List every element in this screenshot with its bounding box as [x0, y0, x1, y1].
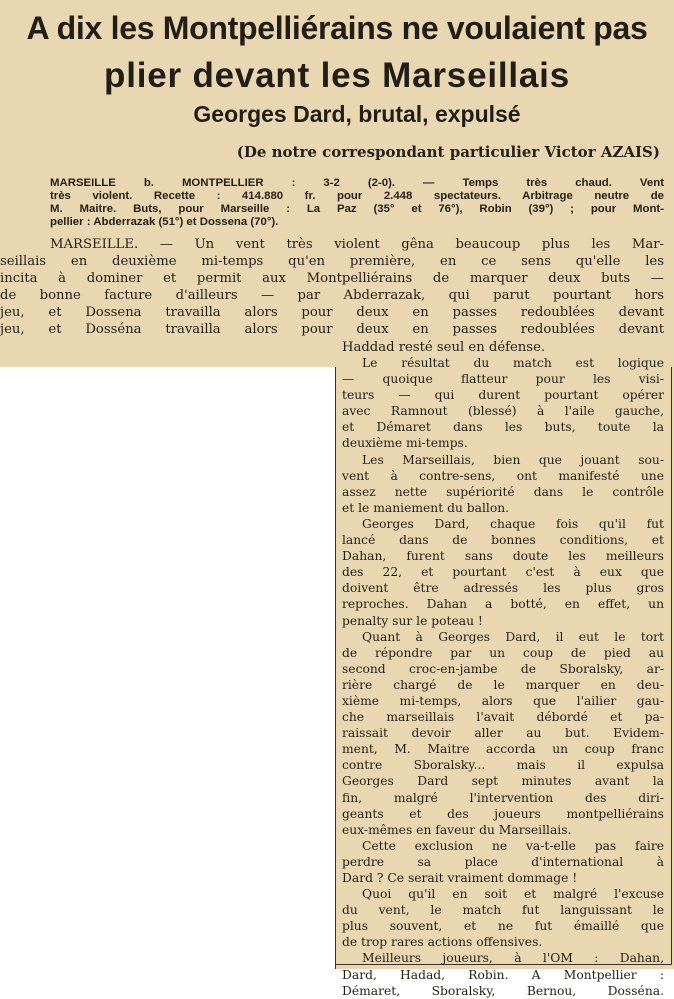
- lead-line: incita à dominer et permit aux Montpelliérains de marquer deux buts —: [0, 271, 664, 287]
- headline-line-2: plier devant les Marseillais: [104, 56, 570, 95]
- column-line: et Démaret dans les buts, toute la: [342, 420, 664, 435]
- column-line: fin, malgré l'intervention des diri-: [342, 790, 664, 805]
- column-line: avec Ramnout (blessé) à l'aile gauche,: [342, 404, 664, 419]
- column-line: Georges Dard, chaque fois qu'il fut: [362, 516, 664, 531]
- column-line: deuxième mi-temps.: [342, 436, 468, 451]
- column-line: raissait devoir aller au but. Evidem-: [342, 726, 664, 741]
- column-line: geants et des joueurs montpelliérains: [342, 806, 664, 821]
- summary-line: M. Maitre. Buts, pour Marseille : La Paz (35° et 76°), Robin (39°) ; pour Mont-: [50, 203, 664, 216]
- summary-line: pellier : Abderrazak (51°) et Dossena (70°).: [50, 216, 279, 229]
- column-line: eux-mêmes en faveur du Marseillais.: [342, 822, 572, 837]
- lead-line: seillais en deuxième mi-temps qu'en première, en ce sens qu'elle les: [0, 254, 664, 270]
- lead-line: jeu, et Dossena travailla alors pour deux en passes redoublées devant: [0, 305, 664, 321]
- column-line: che marseillais l'avait débordé et pa-: [342, 710, 664, 725]
- summary-line: MARSEILLE b. MONTPELLIER : 3-2 (2-0). — Temps très chaud. Vent: [50, 177, 664, 189]
- column-line: assez nette supériorité dans le contrôle: [342, 484, 664, 499]
- column-line: rière chargé de le marquer en deu-: [342, 677, 664, 692]
- column-line: de trop rares actions offensives.: [342, 935, 543, 950]
- column-line: et le maniement du ballon.: [342, 500, 510, 515]
- column-line: Dahan, furent sans doute les meilleurs: [342, 549, 664, 564]
- column-line: doivent être adressés les plus gros: [342, 581, 664, 596]
- column-line: — quoique flatteur pour les visi-: [342, 372, 664, 387]
- column-line: de répondre par un coup de pied au: [342, 645, 664, 660]
- column-line: Dard ? Ce serait vraiment dommage !: [342, 871, 578, 885]
- summary-line: très violent. Recette : 414.880 fr. pour 2.448 spectateurs. Arbitrage neutre de: [50, 190, 664, 203]
- column-line: perdre sa place d'international à: [342, 854, 664, 869]
- column-rule-right: [671, 367, 672, 965]
- article-column: [342, 355, 664, 999]
- column-line: du vent, le match fut languissant le: [342, 903, 664, 918]
- column-line: Georges Dard sept minutes avant la: [342, 774, 664, 789]
- column-line: Démaret, Sboralsky, Bernou, Dosséna.: [342, 983, 664, 998]
- column-line: contre Sboralsky... mais il expulsa: [342, 758, 664, 773]
- lead-line: jeu, et Dosséna travailla alors pour deux en passes redoublées devant: [0, 322, 664, 338]
- column-line: lancé dans de bonnes conditions, et: [342, 533, 664, 548]
- column-line: xième mi-temps, alors que l'ailier gau-: [342, 693, 664, 708]
- column-line: reproches. Dahan a botté, en effet, un: [342, 597, 664, 612]
- lead-line: de bonne facture d'ailleurs — par Abderrazak, qui parut pourtant hors: [0, 288, 664, 304]
- headline-line-1: A dix les Montpelliérains ne voulaient pas: [26, 10, 648, 46]
- column-line: Quoi qu'il en soit et malgré l'excuse: [362, 887, 664, 902]
- match-summary: [50, 177, 664, 229]
- column-line: Les Marseillais, bien que jouant sou-: [362, 452, 664, 467]
- column-line: vent à contre-sens, ont manifesté une: [342, 468, 664, 483]
- column-line: Cette exclusion ne va-t-elle pas faire: [362, 838, 664, 853]
- column-line: penalty sur le poteau !: [342, 613, 483, 628]
- byline: (De notre correspondant particulier Victor AZAIS): [236, 143, 660, 161]
- column-line: Le résultat du match est logique: [362, 356, 664, 370]
- column-line: second croc-en-jambe de Sboralsky, ar-: [342, 661, 664, 676]
- column-rule-left: [335, 367, 336, 969]
- subheadline: Georges Dard, brutal, expulsé: [193, 101, 521, 127]
- lead-line: Haddad resté seul en défense.: [342, 339, 546, 355]
- column-line: ment, M. Maitre accorda un coup franc: [342, 742, 664, 757]
- column-line: plus souvent, et ne fut émaillé que: [342, 919, 664, 934]
- column-line: des 22, et pourtant c'est à eux que: [342, 565, 664, 580]
- lead-line: MARSEILLE. — Un vent très violent gêna beaucoup plus les Mar-: [50, 237, 664, 252]
- column-line: Quant à Georges Dard, il eut le tort: [362, 629, 664, 644]
- lead-paragraph: [0, 236, 664, 356]
- column-line: Dard, Hadad, Robin. A Montpellier :: [342, 967, 664, 982]
- column-line: teurs — qui durent pourtant opérer: [342, 388, 664, 403]
- column-line: Meilleurs joueurs, à l'OM : Dahan,: [362, 951, 664, 966]
